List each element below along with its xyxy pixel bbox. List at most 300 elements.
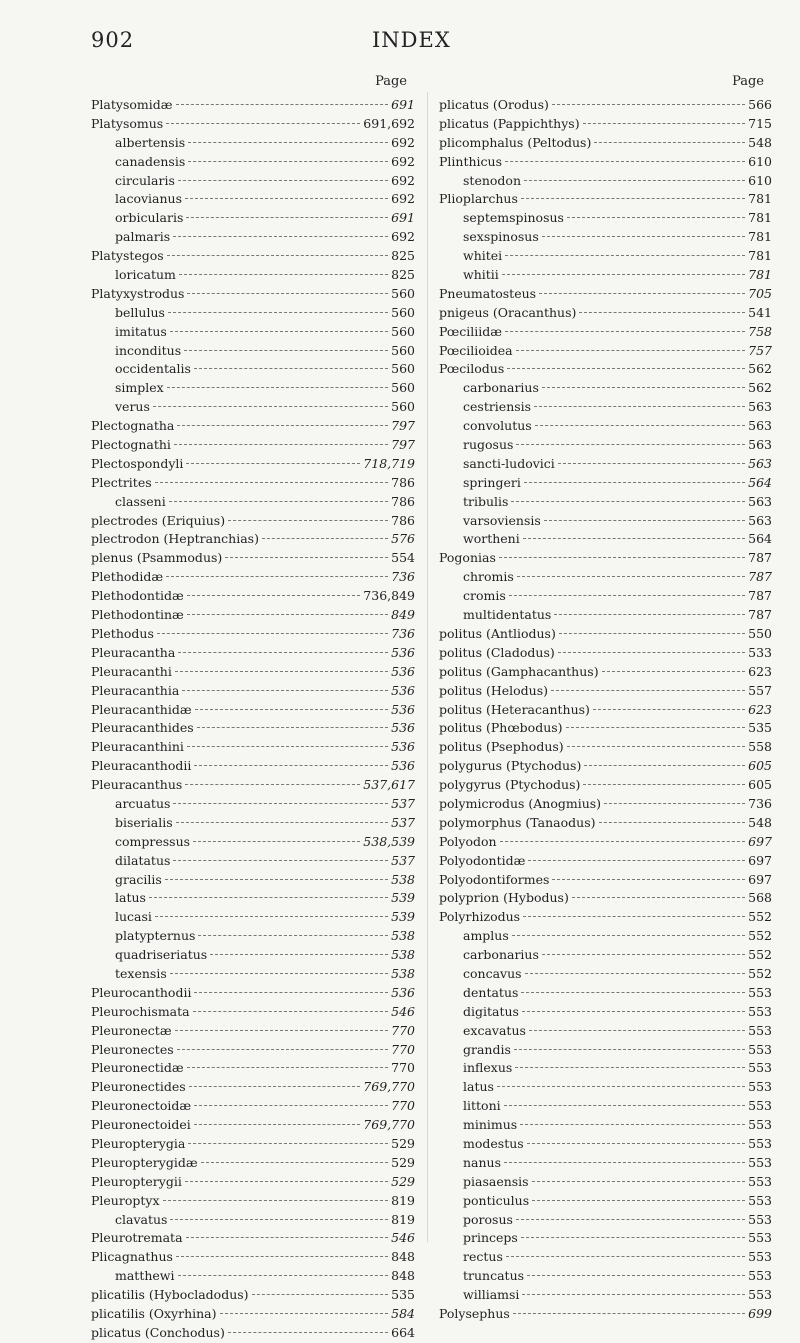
dot-leader [525, 973, 746, 974]
dot-leader [186, 463, 360, 464]
entry-name: cestriensis [463, 399, 532, 415]
index-entry [91, 1097, 415, 1116]
entry-page: 736,849 [363, 588, 415, 604]
dot-leader [534, 406, 745, 407]
entry-page: 552 [748, 909, 772, 925]
entry-page: 705 [748, 285, 772, 301]
entry-page: 718,719 [363, 455, 415, 471]
entry-name: Polyodontidæ [439, 852, 526, 868]
entry-page: 553 [748, 1060, 772, 1076]
index-entry [439, 663, 772, 682]
entry-name: princeps [463, 1230, 518, 1246]
dot-leader [599, 822, 746, 823]
entry-page: 564 [748, 531, 772, 547]
dot-leader [168, 312, 388, 313]
dot-leader [188, 142, 388, 143]
dot-leader [194, 992, 388, 993]
entry-page: 553 [748, 1192, 772, 1208]
entry-page: 548 [748, 814, 772, 830]
entry-page: 538 [391, 928, 415, 944]
entry-name: Pleuracanthus [91, 777, 183, 793]
index-entry [91, 927, 415, 946]
index-entry [439, 871, 772, 890]
index-entry [439, 965, 772, 984]
entry-page: 769,770 [363, 1117, 415, 1133]
entry-page: 550 [748, 625, 772, 641]
index-entry [91, 1192, 415, 1211]
running-title: INDEX [372, 28, 451, 52]
entry-page: 560 [391, 399, 415, 415]
dot-leader [505, 331, 745, 332]
index-entry [439, 398, 772, 417]
index-entry [439, 1059, 772, 1078]
entry-name: digitatus [463, 1003, 519, 1019]
entry-page: 529 [391, 1173, 415, 1189]
entry-name: rugosus [463, 437, 514, 453]
column-divider [427, 92, 428, 1242]
entry-page: 566 [748, 97, 772, 112]
entry-page: 539 [391, 909, 415, 925]
index-entry [91, 1135, 415, 1154]
index-entry [91, 134, 415, 153]
entry-page: 541 [748, 304, 772, 320]
entry-name: septemspinosus [463, 210, 564, 226]
index-entry [91, 738, 415, 757]
index-entry [91, 644, 415, 663]
entry-page: 692 [391, 191, 415, 207]
entry-name: circularis [115, 172, 175, 188]
index-entry [439, 889, 772, 908]
entry-page: 529 [391, 1154, 415, 1170]
entry-page: 623 [748, 701, 772, 717]
index-entry [91, 1059, 415, 1078]
entry-name: Pleurochismata [91, 1003, 190, 1019]
entry-name: Plinthicus [439, 153, 502, 169]
entry-page: 849 [391, 607, 415, 623]
index-entry [91, 549, 415, 568]
entry-name: multidentatus [463, 607, 552, 623]
entry-page: 563 [748, 512, 772, 528]
dot-leader [166, 123, 360, 124]
entry-page: 553 [748, 1117, 772, 1133]
entry-name: Pleuropterygidæ [91, 1154, 198, 1170]
entry-name: whitii [463, 267, 499, 283]
dot-leader [583, 123, 746, 124]
index-entry [91, 852, 415, 871]
index-entry [91, 719, 415, 738]
index-entry [439, 493, 772, 512]
dot-leader [558, 652, 745, 653]
entry-page: 563 [748, 455, 772, 471]
entry-name: excavatus [463, 1022, 526, 1038]
dot-leader [517, 576, 745, 577]
entry-name: Pleuracanthia [91, 682, 180, 698]
index-entry [439, 852, 772, 871]
index-column-right [439, 74, 772, 1324]
dot-leader [193, 841, 360, 842]
entry-name: Pleuronectidæ [91, 1060, 184, 1076]
index-entry [91, 1286, 415, 1305]
dot-leader [524, 180, 745, 181]
index-entry [91, 285, 415, 304]
dot-leader [167, 387, 388, 388]
index-entry [91, 682, 415, 701]
entry-name: plicatus (Conchodus) [91, 1324, 225, 1340]
index-entry [91, 190, 415, 209]
entry-page: 781 [748, 248, 772, 264]
entry-page: 553 [748, 1022, 772, 1038]
entry-page: 552 [748, 947, 772, 963]
dot-leader [513, 1313, 745, 1314]
index-entry [91, 908, 415, 927]
dot-leader [175, 1030, 389, 1031]
dot-leader [532, 1200, 745, 1201]
index-entry [439, 1267, 772, 1286]
index-entry [439, 190, 772, 209]
entry-name: convolutus [463, 418, 532, 434]
dot-leader [195, 709, 389, 710]
dot-leader [188, 1143, 388, 1144]
entry-page: 536 [391, 720, 415, 736]
index-entry [439, 1022, 772, 1041]
entry-page: 536 [391, 739, 415, 755]
index-entry [439, 587, 772, 606]
index-entry [439, 304, 772, 323]
entry-page: 538 [391, 871, 415, 887]
dot-leader [194, 1124, 361, 1125]
entry-name: Pleuracantha [91, 644, 176, 660]
index-entry [91, 814, 415, 833]
entry-name: Pleuracanthodii [91, 758, 192, 774]
entry-page: 546 [391, 1230, 415, 1246]
dot-leader [572, 897, 745, 898]
entry-name: occidentalis [115, 361, 191, 377]
entry-page: 692 [391, 153, 415, 169]
dot-leader [511, 501, 745, 502]
entry-name: Pleurotremata [91, 1230, 183, 1246]
entry-page: 770 [391, 1022, 415, 1038]
entry-name: Pœciliidæ [439, 323, 503, 339]
index-entry [439, 719, 772, 738]
entry-name: Pleuronectes [91, 1041, 174, 1057]
entry-page: 605 [748, 758, 772, 774]
entry-page: 787 [748, 588, 772, 604]
entry-page: 553 [748, 1098, 772, 1114]
index-entry [91, 833, 415, 852]
dot-leader [507, 368, 745, 369]
index-entry [91, 417, 415, 436]
index-entry [91, 1173, 415, 1192]
index-entry [439, 417, 772, 436]
entry-name: verus [115, 399, 150, 415]
entry-name: politus (Antliodus) [439, 625, 556, 641]
entry-page: 564 [748, 474, 772, 490]
dot-leader [527, 1143, 745, 1144]
entry-page: 757 [748, 342, 772, 358]
dot-leader [170, 331, 388, 332]
entry-page: 560 [391, 342, 415, 358]
entry-name: albertensis [115, 134, 186, 150]
entry-page: 536 [391, 758, 415, 774]
dot-leader [186, 1237, 389, 1238]
entry-name: classeni [115, 493, 166, 509]
dot-leader [220, 1313, 389, 1314]
dot-leader [177, 425, 388, 426]
dot-leader [184, 350, 388, 351]
dot-leader [228, 1332, 388, 1333]
dot-leader [579, 312, 745, 313]
dot-leader [528, 860, 745, 861]
dot-leader [520, 1124, 745, 1125]
entry-name: politus (Cladodus) [439, 644, 555, 660]
index-entry [439, 512, 772, 531]
entry-name: Pleuracanthides [91, 720, 194, 736]
entry-name: carbonarius [463, 380, 539, 396]
entry-page: 537 [391, 795, 415, 811]
dot-leader [225, 557, 388, 558]
index-entry [439, 1041, 772, 1060]
entry-page: 553 [748, 1041, 772, 1057]
dot-leader [504, 1105, 746, 1106]
index-entry [439, 927, 772, 946]
entry-name: Polysephus [439, 1306, 510, 1321]
dot-leader [198, 935, 388, 936]
entry-page: 770 [391, 1060, 415, 1076]
dot-leader [178, 180, 388, 181]
dot-leader [512, 935, 745, 936]
entry-name: Pleuracanthi [91, 663, 172, 679]
entry-name: whitei [463, 248, 503, 264]
index-entry [91, 1211, 415, 1230]
dot-leader [155, 482, 389, 483]
index-entry [439, 530, 772, 549]
entry-page: 819 [391, 1211, 415, 1227]
entry-page: 538,539 [363, 833, 415, 849]
dot-leader [497, 1086, 745, 1087]
entry-page: 536 [391, 984, 415, 1000]
entry-name: politus (Helodus) [439, 682, 549, 698]
dot-leader [167, 255, 388, 256]
entry-page: 562 [748, 361, 772, 377]
entry-page: 552 [748, 928, 772, 944]
index-entry [439, 323, 772, 342]
index-entry [91, 323, 415, 342]
entry-name: amplus [463, 928, 509, 944]
index-entry [91, 228, 415, 247]
entry-name: tribulis [463, 493, 509, 509]
entry-name: Pleuroptyx [91, 1192, 160, 1208]
dot-leader [185, 1181, 388, 1182]
index-column-left [91, 74, 415, 1343]
entry-page: 553 [748, 984, 772, 1000]
entry-name: Pleuropterygii [91, 1173, 182, 1189]
entry-name: sancti-ludovici [463, 455, 555, 471]
entry-name: Plectrites [91, 474, 152, 490]
index-entry [91, 663, 415, 682]
entry-page: 736 [748, 795, 772, 811]
entry-page: 536 [391, 644, 415, 660]
index-entry [439, 682, 772, 701]
entry-name: nanus [463, 1154, 502, 1170]
index-entry [91, 1305, 415, 1324]
entry-page: 786 [391, 493, 415, 509]
dot-leader [194, 368, 388, 369]
entry-name: polyprion (Hybodus) [439, 890, 569, 906]
dot-leader [499, 557, 745, 558]
index-entry [439, 379, 772, 398]
index-entry [439, 814, 772, 833]
index-entry [91, 474, 415, 493]
index-entry [91, 1003, 415, 1022]
dot-leader [188, 161, 388, 162]
entry-name: plicatus (Orodus) [439, 97, 549, 112]
dot-leader [505, 255, 745, 256]
entry-page: 697 [748, 871, 772, 887]
entry-name: arcuatus [115, 795, 171, 811]
dot-leader [194, 1105, 388, 1106]
dot-leader [559, 633, 745, 634]
dot-leader [604, 803, 745, 804]
entry-page: 584 [391, 1306, 415, 1321]
dot-leader [500, 841, 746, 842]
entry-name: quadriseriatus [115, 947, 208, 963]
index-entry [91, 342, 415, 361]
entry-name: lacovianus [115, 191, 183, 207]
dot-leader [602, 671, 746, 672]
entry-name: Plectognatha [91, 418, 175, 434]
page-number: 902 [91, 28, 135, 52]
entry-name: politus (Heteracanthus) [439, 701, 590, 717]
dot-leader [170, 1219, 388, 1220]
index-entry [91, 209, 415, 228]
entry-name: Plethodidæ [91, 569, 164, 585]
index-entry [91, 1324, 415, 1343]
entry-page: 576 [391, 531, 415, 547]
dot-leader [193, 1011, 389, 1012]
index-entry [91, 266, 415, 285]
index-entry [439, 455, 772, 474]
entry-page: 562 [748, 380, 772, 396]
index-entry [439, 153, 772, 172]
dot-leader [516, 350, 746, 351]
entry-name: carbonarius [463, 947, 539, 963]
index-entry [439, 209, 772, 228]
entry-name: Pleuronectoidei [91, 1117, 191, 1133]
page-header [0, 28, 800, 58]
index-entry [439, 1003, 772, 1022]
dot-leader [552, 104, 745, 105]
entry-name: grandis [463, 1041, 511, 1057]
entry-page: 538 [391, 965, 415, 981]
index-entry [91, 984, 415, 1003]
entry-page: 553 [748, 1003, 772, 1019]
entry-name: latus [463, 1079, 494, 1095]
index-entry [91, 606, 415, 625]
dot-leader [177, 1049, 388, 1050]
entry-page: 781 [748, 229, 772, 245]
dot-leader [175, 671, 388, 672]
index-entry [91, 965, 415, 984]
entry-page: 552 [748, 965, 772, 981]
entry-page: 533 [748, 644, 772, 660]
index-entry [439, 96, 772, 115]
entry-name: stenodon [463, 172, 521, 188]
entry-name: politus (Gamphacanthus) [439, 663, 599, 679]
dot-leader [182, 690, 388, 691]
entry-page: 786 [391, 474, 415, 490]
dot-leader [157, 633, 388, 634]
dot-leader [523, 916, 745, 917]
entry-page: 758 [748, 323, 772, 339]
index-entry [91, 1022, 415, 1041]
index-entry [91, 398, 415, 417]
dot-leader [567, 746, 745, 747]
index-entry [439, 568, 772, 587]
dot-leader [178, 1275, 389, 1276]
dot-leader [529, 1030, 745, 1031]
entry-page: 736 [391, 625, 415, 641]
entry-page: 623 [748, 663, 772, 679]
dot-leader [522, 1294, 745, 1295]
index-entry [91, 172, 415, 191]
entry-name: Platystegos [91, 248, 164, 264]
entry-page: 553 [748, 1249, 772, 1265]
dot-leader [524, 482, 745, 483]
index-entry [439, 1248, 772, 1267]
dot-leader [169, 501, 388, 502]
entry-page: 560 [391, 380, 415, 396]
entry-page: 558 [748, 739, 772, 755]
entry-page: 692 [391, 134, 415, 150]
entry-page: 769,770 [363, 1079, 415, 1095]
index-entry [439, 115, 772, 134]
entry-name: matthewi [115, 1268, 175, 1284]
index-entry [91, 1041, 415, 1060]
entry-page: 538 [391, 947, 415, 963]
dot-leader [532, 1181, 746, 1182]
entry-name: modestus [463, 1135, 524, 1151]
entry-page: 797 [391, 437, 415, 453]
entry-page: 568 [748, 890, 772, 906]
dot-leader [514, 1049, 745, 1050]
entry-page: 781 [748, 267, 772, 283]
index-entry [439, 436, 772, 455]
index-entry [439, 228, 772, 247]
index-entry [439, 1154, 772, 1173]
entry-name: Platyxystrodus [91, 285, 185, 301]
index-entry [439, 1135, 772, 1154]
index-entry [91, 701, 415, 720]
dot-leader [165, 879, 388, 880]
entry-name: imitatus [115, 323, 167, 339]
dot-leader [178, 652, 388, 653]
entry-name: Plicagnathus [91, 1249, 173, 1265]
entry-name: canadensis [115, 153, 186, 169]
dot-leader [187, 614, 388, 615]
index-entry [91, 587, 415, 606]
dot-leader [187, 1067, 389, 1068]
entry-page: 691 [391, 97, 415, 112]
index-entry [91, 115, 415, 134]
index-entry [91, 153, 415, 172]
dot-leader [194, 765, 388, 766]
entry-name: pnigeus (Oracanthus) [439, 304, 577, 320]
index-entry [439, 984, 772, 1003]
entry-page: 563 [748, 399, 772, 415]
dot-leader [521, 992, 745, 993]
index-entry [439, 285, 772, 304]
entry-name: texensis [115, 965, 167, 981]
